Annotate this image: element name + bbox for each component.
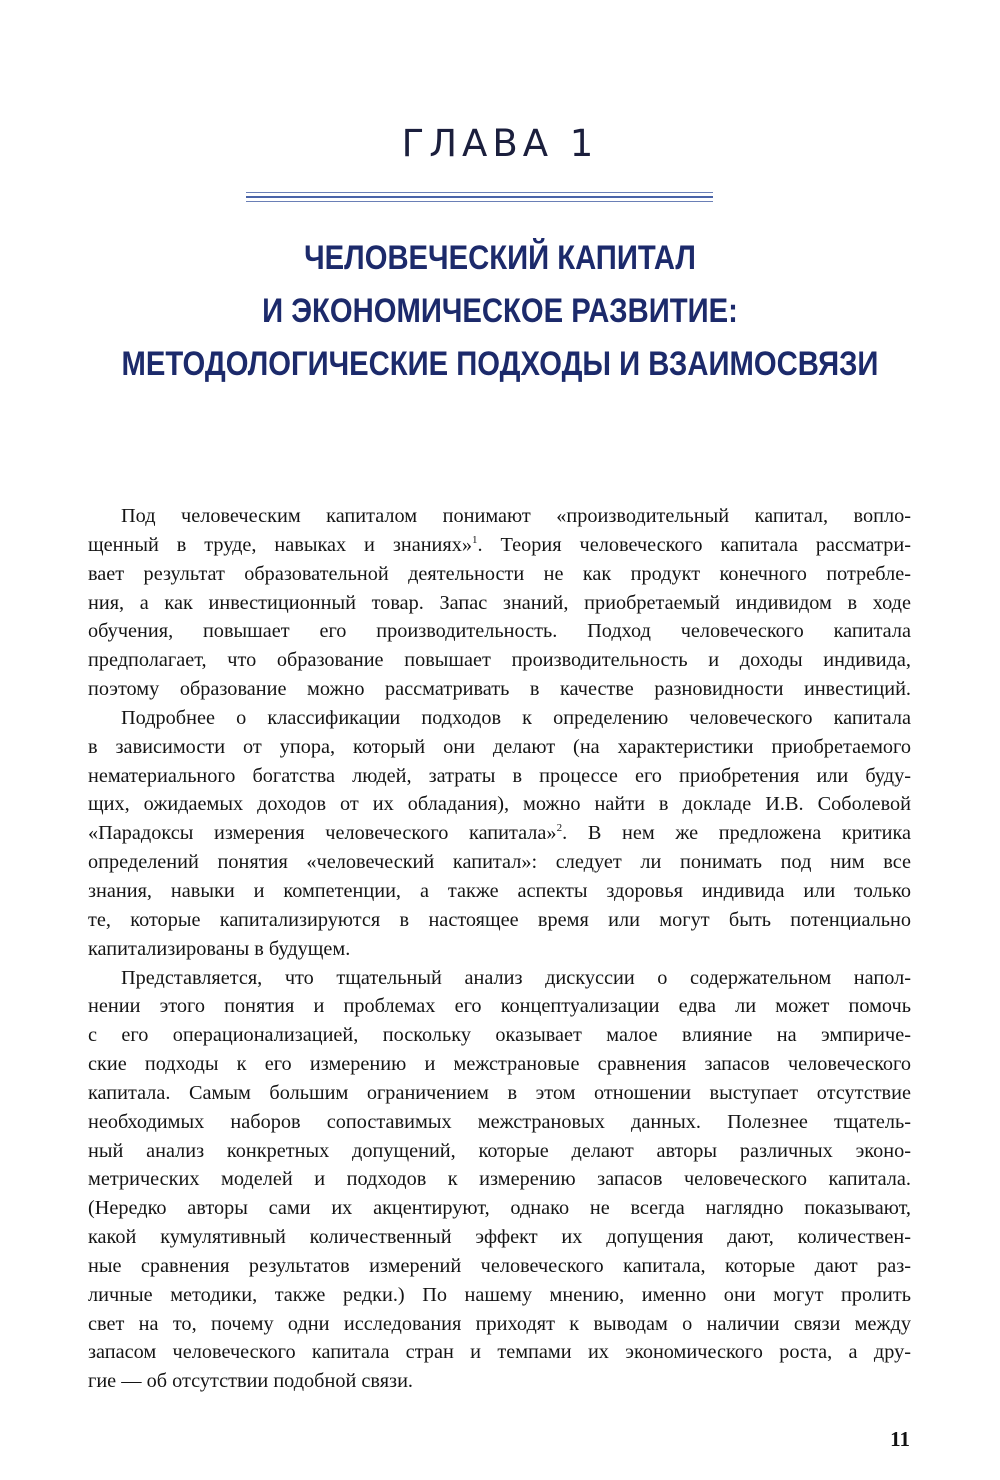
text-line: с его операционализацией, поскольку оказывает малое влияние на эмпириче- [88,1024,911,1047]
text-line: поэтому образование можно рассматривать в качестве разновидности инвестиций. [88,678,911,701]
chapter-label: ГЛАВА 1 [401,122,599,165]
page-number: 11 [890,1427,910,1451]
text-line: гие — об отсутствии подобной связи. [88,1370,413,1393]
text-line: (Нередко авторы сами их акцентируют, однако не всегда наглядно показывают, [88,1197,911,1220]
footnote-ref: 1 [472,534,478,547]
text-line: Подробнее о классификации подходов к определению человеческого капитала [121,706,911,729]
text-line: нематериального богатства людей, затраты в процессе его приобретения или буду- [88,764,911,787]
text-line: обучения, повышает его производительность. Подход человеческого капитала [88,620,911,643]
text-line: необходимых наборов сопоставимых межстрановых данных. Полезнее тщатель- [88,1110,911,1133]
text-line [88,531,911,560]
text-line: капитала. Самым большим ограничением в этом отношении выступает отсутствие [88,1081,911,1104]
text-line: Представляется, что тщательный анализ дискуссии о содержательном напол- [121,966,911,989]
chapter-title [104,232,895,391]
chapter-divider [246,192,713,202]
text-line: ния, а как инвестиционный товар. Запас знаний, приобретаемый индивидом в ходе [88,591,911,614]
chapter-title-line: И ЭКОНОМИЧЕСКОЕ РАЗВИТИЕ: [262,292,738,330]
text-line: вает результат образовательной деятельности не как продукт конечного потребле- [88,562,911,585]
chapter-title-line: МЕТОДОЛОГИЧЕСКИЕ ПОДХОДЫ И ВЗАИМОСВЯЗИ [121,345,879,383]
text-fragment: . В нем же предложена критика [562,822,912,845]
divider-line-top [246,192,713,193]
text-fragment: «Парадоксы измерения человеческого капитала» [88,822,557,845]
footnote-ref: 2 [556,822,563,835]
text-line: определений понятия «человеческий капитал»: следует ли понимать под ним все [88,851,911,874]
text-line: какой кумулятивный количественный эффект их допущения дают, количествен- [88,1226,911,1249]
paragraph-2 [88,704,911,964]
text-line: ный анализ конкретных допущений, которые делают авторы различных эконо- [88,1139,911,1162]
text-line: те, которые капитализируются в настоящее время или могут быть потенциально [88,908,911,931]
divider-line-bottom [246,201,713,202]
text-line: в зависимости от упора, который они делают (на характеристики приобретаемого [88,735,911,758]
text-line: ные сравнения результатов измерений человеческого капитала, которые дают раз- [88,1254,911,1277]
divider-line-middle [246,196,713,198]
text-line: щих, ожидаемых доходов от их обладания), можно найти в докладе И.В. Соболевой [88,793,911,816]
text-line [88,819,911,848]
text-line: Под человеческим капиталом понимают «производительный капитал, вопло- [121,505,911,527]
text-line: нении этого понятия и проблемах его концептуализации едва ли может помочь [88,995,911,1018]
text-fragment: щенный в труде, навыках и знаниях» [88,533,473,556]
text-line: личные методики, также редки.) По нашему мнению, именно они могут пролить [88,1283,911,1306]
text-line: предполагает, что образование повышает производительность и доходы индивида, [88,649,911,672]
text-line: запасом человеческого капитала стран и темпами их экономического роста, а дру- [88,1341,911,1364]
text-line: метрических моделей и подходов к измерению запасов человеческого капитала. [88,1168,911,1191]
text-line: свет на то, почему одни исследования приходят к выводам о наличии связи между [88,1312,911,1335]
text-fragment: . Теория человеческого капитала рассматри- [477,533,911,556]
paragraph-3 [88,964,911,1397]
chapter-title-line: ЧЕЛОВЕЧЕСКИЙ КАПИТАЛ [304,239,696,277]
body-text [88,502,911,1396]
paragraph-1 [88,502,911,704]
text-line: ские подходы к его измерению и межстрановые сравнения запасов человеческого [88,1053,911,1076]
text-line: знания, навыки и компетенции, а также аспекты здоровья индивида или только [88,879,911,902]
text-line: капитализированы в будущем. [88,937,351,960]
